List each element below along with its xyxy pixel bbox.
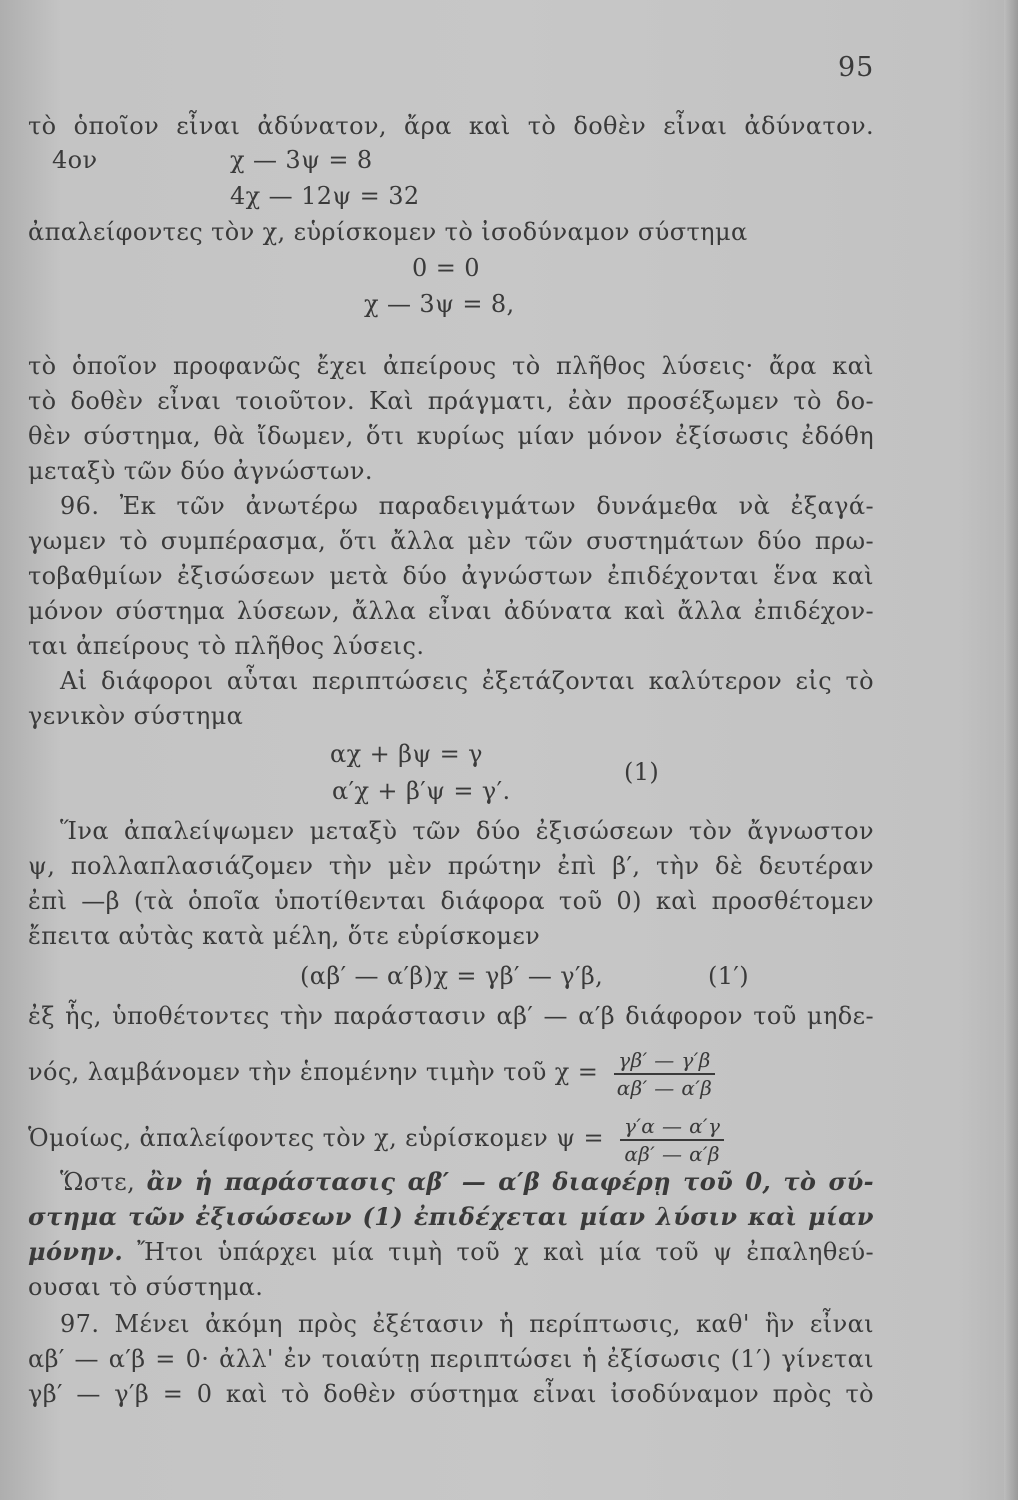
text-line: τὸ ὁποῖον προφανῶς ἔχει ἀπείρους τὸ πλῆθος λύσεις· ἄρα καὶ: [28, 352, 874, 380]
text-line: ἀπαλείφοντες τὸν χ, εὑρίσκομεν τὸ ἰσοδύναμον σύστημα: [28, 218, 748, 246]
fraction-denominator: αβ′ — α′β: [616, 1075, 713, 1100]
text-line: γωμεν τὸ συμπέρασμα, ὅτι ἄλλα μὲν τῶν συστημάτων δύο πρω-: [28, 527, 874, 555]
equation: α′χ + β′ψ = γ′.: [332, 777, 511, 805]
text-line: ται ἀπείρους τὸ πλῆθος λύσεις.: [28, 632, 425, 660]
text-line: Ἵνα ἀπαλείψωμεν μεταξὺ τῶν δύο ἐξισώσεων τὸν ἄγνωστον: [60, 817, 874, 845]
text-line: τοβαθμίων ἐξισώσεων μετὰ δύο ἀγνώστων ἐπιδέχονται ἕνα καὶ: [28, 562, 874, 590]
text-line: μεταξὺ τῶν δύο ἀγνώστων.: [28, 457, 373, 485]
fraction-y: [620, 1115, 724, 1165]
equation: (αβ′ — α′β)χ = γβ′ — γ′β,: [300, 962, 604, 990]
page-edge: [1004, 0, 1018, 1500]
text-line: μόνον σύστημα λύσεων, ἄλλα εἶναι ἀδύνατα καὶ ἄλλα ἐπιδέχον-: [28, 597, 874, 625]
text-line-with-fraction: [28, 1044, 715, 1100]
section-96-line: 96. Ἐκ τῶν ἀνωτέρω παραδειγμάτων δυνάμεθα νὰ ἐξαγά-: [60, 492, 874, 520]
text-line: ἐπὶ —β (τὰ ὁποῖα ὑποτίθενται διάφορα τοῦ 0) καὶ προσθέτομεν: [28, 887, 874, 915]
text-line: τὸ δοθὲν εἶναι τοιοῦτον. Καὶ πράγματι, ἐὰν προσέξωμεν τὸ δο-: [28, 387, 874, 415]
equation: αχ + βψ = γ: [330, 740, 483, 768]
text-line: τὸ ὁποῖον εἶναι ἀδύνατον, ἄρα καὶ τὸ δοθὲν εἶναι ἀδύνατον.: [28, 112, 874, 140]
text-line-with-fraction: [28, 1110, 724, 1166]
emphasis-text: μόνην.: [28, 1237, 124, 1266]
fraction-numerator: γβ′ — γ′β: [614, 1049, 714, 1075]
text-fragment: Ὥστε,: [60, 1168, 136, 1196]
text-line: αβ′ — α′β = 0· ἀλλ' ἐν τοιαύτῃ περιπτώσει ἡ ἐξίσωσις (1′) γίνεται: [28, 1345, 874, 1373]
equation: χ — 3ψ = 8,: [364, 290, 515, 318]
equation: 4χ — 12ψ = 32: [230, 182, 420, 210]
text-line: Αἱ διάφοροι αὗται περιπτώσεις ἐξετάζονται καλύτερον εἰς τὸ: [60, 667, 874, 695]
text-fragment: Ἤτοι ὑπάρχει μία τιμὴ τοῦ χ καὶ μία τοῦ ψ ἐπαληθεύ-: [137, 1238, 875, 1266]
text-line: ουσαι τὸ σύστημα.: [28, 1273, 264, 1301]
theorem-line: [60, 1168, 874, 1196]
text-line: ἐξ ἧς, ὑποθέτοντες τὴν παράστασιν αβ′ — α′β διάφορον τοῦ μηδε-: [28, 1002, 874, 1030]
text-line: θὲν σύστημα, θὰ ἴδωμεν, ὅτι κυρίως μίαν μόνον ἐξίσωσις ἐδόθη: [28, 422, 874, 450]
emphasis-text: ἂν ἡ παράστασις αβ′ — α′β διαφέρῃ τοῦ 0, τὸ σύ-: [146, 1167, 874, 1196]
text-line: γβ′ — γ′β = 0 καὶ τὸ δοθὲν σύστημα εἶναι ἰσοδύναμον πρὸς τὸ: [28, 1380, 874, 1408]
section-97-line: 97. Μένει ἀκόμη πρὸς ἐξέτασιν ἡ περίπτωσις, καθ' ἣν εἶναι: [60, 1310, 874, 1338]
case-label: 4ον: [52, 146, 98, 174]
text-line: ἔπειτα αὐτὰς κατὰ μέλη, ὅτε εὑρίσκομεν: [28, 922, 541, 950]
emphasis-text: στημα τῶν ἐξισώσεων (1) ἐπιδέχεται μίαν λύσιν καὶ μίαν: [28, 1202, 874, 1231]
equation: χ — 3ψ = 8: [230, 146, 373, 174]
fraction-numerator: γ′α — α′γ: [620, 1115, 724, 1141]
text-fragment: νός, λαμβάνομεν τὴν ἑπομένην τιμὴν τοῦ χ =: [28, 1058, 599, 1086]
fraction-denominator: αβ′ — α′β: [624, 1141, 720, 1166]
equation: 0 = 0: [412, 254, 480, 282]
equation-label: (1): [624, 758, 660, 786]
fraction-x: [614, 1049, 714, 1099]
equation-label: (1′): [708, 962, 750, 990]
page-number: 95: [838, 52, 875, 83]
text-fragment: Ὁμοίως, ἀπαλείφοντες τὸν χ, εὑρίσκομεν ψ =: [28, 1124, 604, 1152]
theorem-line: [28, 1238, 874, 1266]
text-line: ψ, πολλαπλασιάζομεν τὴν μὲν πρώτην ἐπὶ β′, τὴν δὲ δευτέραν: [28, 852, 874, 880]
text-line: γενικὸν σύστημα: [28, 702, 244, 730]
